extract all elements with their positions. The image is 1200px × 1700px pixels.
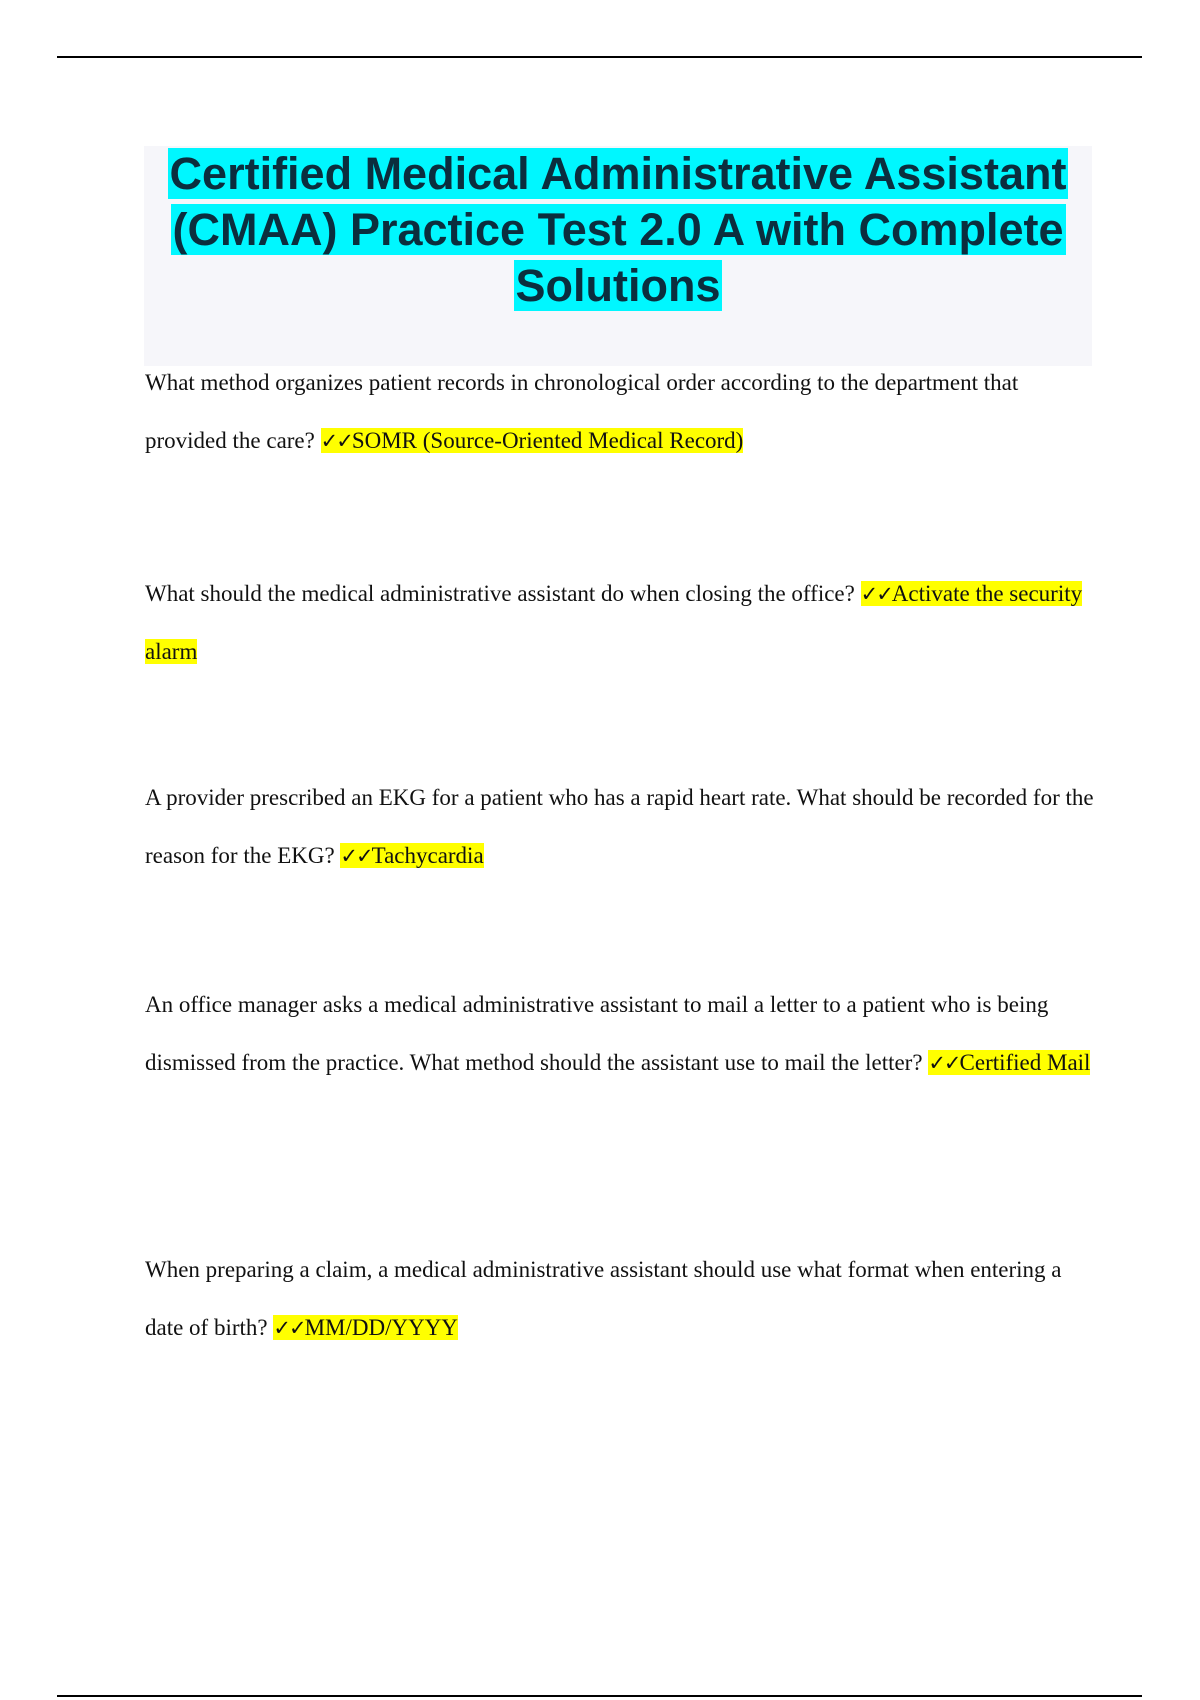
footer-rule — [57, 1695, 1142, 1697]
double-check-icon: ✓✓ — [860, 582, 892, 606]
answer-highlight — [340, 843, 483, 868]
question-text: What method organizes patient records in chronological order according to the department that provided the care? — [145, 370, 1019, 453]
question-text: What should the medical administrative assistant do when closing the office? — [145, 581, 861, 606]
answer-text: Activate the security alarm — [145, 581, 1083, 664]
header-rule — [57, 56, 1142, 58]
qa-item-5 — [145, 1241, 1095, 1357]
question-text: An office manager asks a medical administrative assistant to mail a letter to a patient who is being dismissed from the practice. What method should the assistant use to mail the letter? — [145, 992, 1049, 1075]
answer-highlight — [928, 1050, 1090, 1075]
question-text: A provider prescribed an EKG for a patient who has a rapid heart rate. What should be recorded for the reason for the EKG? — [145, 785, 1094, 868]
title-highlight: Certified Medical Administrative Assistant (CMAA) Practice Test 2.0 A with Complete Solutions — [169, 148, 1067, 311]
answer-text: MM/DD/YYYY — [304, 1315, 458, 1340]
document-title — [144, 146, 1092, 314]
question-text: When preparing a claim, a medical administrative assistant should use what format when entering a date of birth? — [145, 1257, 1062, 1340]
double-check-icon: ✓✓ — [273, 1316, 305, 1340]
answer-highlight — [273, 1315, 458, 1340]
qa-item-2 — [145, 565, 1095, 681]
double-check-icon: ✓✓ — [928, 1051, 960, 1075]
answer-text: Certified Mail — [959, 1050, 1091, 1075]
qa-item-1 — [145, 354, 1095, 470]
qa-item-4 — [145, 976, 1095, 1092]
double-check-icon: ✓✓ — [340, 844, 372, 868]
answer-text: SOMR (Source-Oriented Medical Record) — [351, 428, 744, 453]
double-check-icon: ✓✓ — [320, 429, 352, 453]
answer-text: Tachycardia — [371, 843, 484, 868]
answer-highlight — [321, 428, 744, 453]
qa-item-3 — [145, 769, 1095, 885]
